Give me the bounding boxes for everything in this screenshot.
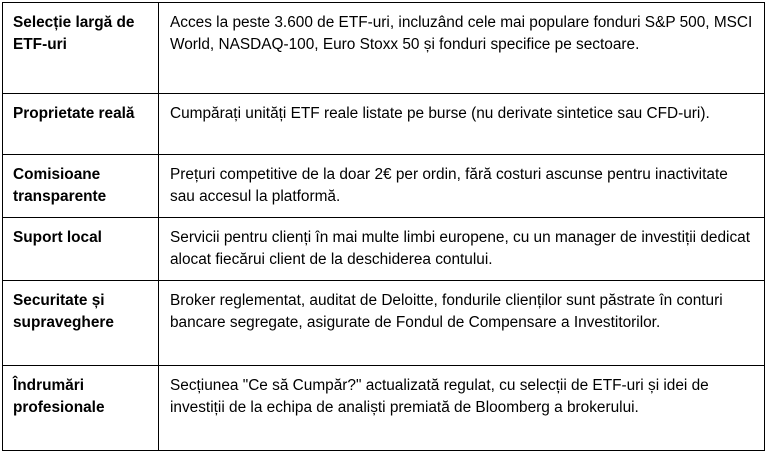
feature-description: Cumpărați unități ETF reale listate pe burse (nu derivate sintetice sau CFD-uri). [159,94,765,155]
feature-description: Broker reglementat, auditat de Deloitte, fondurile clienților sunt păstrate în conturi bancare segregate, asigurate de Fondul de Compensare a Investitorilor. [159,281,765,366]
table-row [3,366,765,451]
feature-label: Comisioane transparente [3,155,159,218]
feature-label: Proprietate reală [3,94,159,155]
table-row [3,94,765,155]
table-row [3,281,765,366]
feature-description: Acces la peste 3.600 de ETF-uri, incluzând cele mai populare fonduri S&P 500, MSCI World, NASDAQ-100, Euro Stoxx 50 și fonduri specifice pe sectoare. [159,3,765,94]
feature-description: Secțiunea "Ce să Cumpăr?" actualizată regulat, cu selecții de ETF-uri și idei de investiții de la echipa de analiști premiată de Bloomberg a brokerului. [159,366,765,451]
feature-label: Îndrumări profesionale [3,366,159,451]
table-row [3,155,765,218]
features-table [2,2,765,451]
feature-description: Servicii pentru clienți în mai multe limbi europene, cu un manager de investiții dedicat alocat fiecărui client de la deschiderea contului. [159,218,765,281]
feature-description: Prețuri competitive de la doar 2€ per ordin, fără costuri ascunse pentru inactivitate sau accesul la platformă. [159,155,765,218]
feature-label: Suport local [3,218,159,281]
table-row [3,218,765,281]
features-table-container [2,2,765,451]
feature-label: Selecție largă de ETF-uri [3,3,159,94]
feature-label: Securitate și supraveghere [3,281,159,366]
table-row [3,3,765,94]
